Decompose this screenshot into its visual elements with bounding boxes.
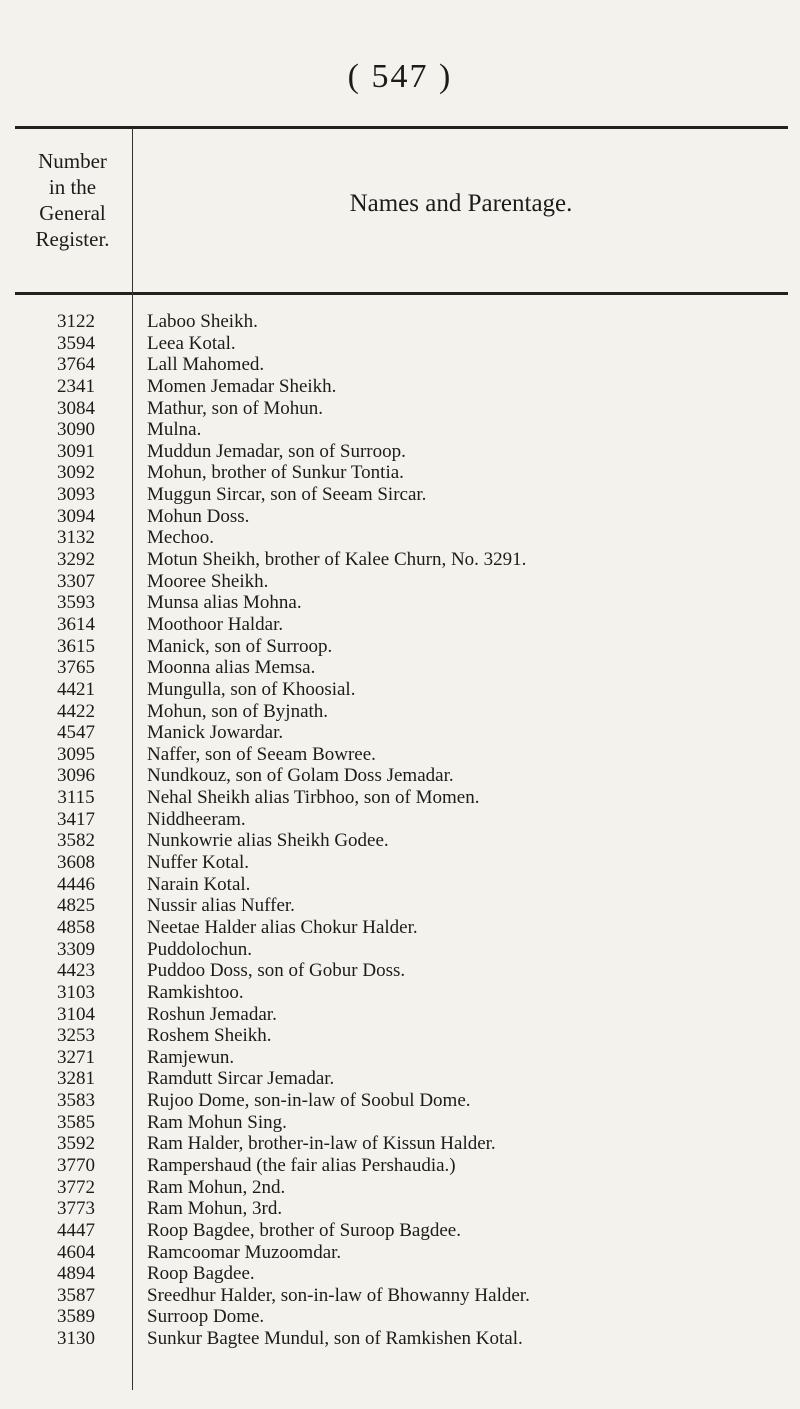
name-and-parentage: Naffer, son of Seeam Bowree. [147,743,376,765]
table-row [0,895,800,917]
register-number: 3090 [57,419,95,441]
register-number: 3764 [57,354,95,376]
table-row [0,1306,800,1328]
table-row [0,1198,800,1220]
name-and-parentage: Niddheeram. [147,808,246,830]
name-and-parentage: Rampershaud (the fair alias Pershaudia.) [147,1154,456,1176]
name-and-parentage: Surroop Dome. [147,1306,265,1328]
name-and-parentage: Rujoo Dome, son-in-law of Soobul Dome. [147,1090,471,1112]
name-and-parentage: Nuffer Kotal. [147,852,250,874]
name-and-parentage: Puddolochun. [147,938,253,960]
table-row [0,960,800,982]
register-number: 4894 [57,1263,95,1285]
register-number: 3582 [57,830,95,852]
register-number: 3084 [57,397,95,419]
table-row [0,1047,800,1069]
table-row [0,506,800,528]
table-row [0,982,800,1004]
table-row [0,1263,800,1285]
register-number: 3292 [57,549,95,571]
name-and-parentage: Nussir alias Nuffer. [147,895,295,917]
register-number: 3770 [57,1154,95,1176]
register-number: 3132 [57,527,95,549]
page-number: ( 547 ) [347,58,453,95]
table-row [0,441,800,463]
name-and-parentage: Laboo Sheikh. [147,311,258,332]
table-row [0,636,800,658]
table-row [0,592,800,614]
register-number: 3122 [57,311,95,332]
table-row [0,1220,800,1242]
name-and-parentage: Sreedhur Halder, son-in-law of Bhowanny Halder. [147,1284,530,1306]
register-number: 3103 [57,981,95,1003]
table-row [0,1285,800,1307]
register-number: 3587 [57,1284,95,1306]
register-number: 3092 [57,462,95,484]
register-number: 4447 [57,1219,95,1241]
table-row [0,462,800,484]
register-number: 3130 [57,1328,95,1350]
table-row [0,419,800,441]
table-row [0,830,800,852]
register-number: 3773 [57,1198,95,1220]
register-number: 4825 [57,895,95,917]
register-number: 3608 [57,852,95,874]
names-column-header: Names and Parentage. [349,190,573,217]
name-and-parentage: Roshem Sheikh. [147,1025,272,1047]
table-row [0,939,800,961]
register-number: 3253 [57,1025,95,1047]
name-and-parentage: Ramjewun. [147,1046,235,1068]
name-and-parentage: Roop Bagdee, brother of Suroop Bagdee. [147,1219,461,1241]
register-number: 3104 [57,1003,95,1025]
name-and-parentage: Narain Kotal. [147,873,251,895]
register-number: 3093 [57,484,95,506]
name-and-parentage: Nunkowrie alias Sheikh Godee. [147,830,389,852]
name-and-parentage: Roshun Jemadar. [147,1003,277,1025]
register-number: 4547 [57,722,95,744]
table-row [0,527,800,549]
name-and-parentage: Neetae Halder alias Chokur Halder. [147,916,418,938]
table-row [0,1242,800,1264]
table-row [0,1328,800,1350]
number-column-header [15,148,130,252]
table-row [0,787,800,809]
name-and-parentage: Ram Mohun Sing. [147,1111,287,1133]
top-rule [15,126,788,129]
name-and-parentage: Sunkur Bagtee Mundul, son of Ramkishen Kotal. [147,1328,523,1350]
name-and-parentage: Mohun, brother of Sunkur Tontia. [147,462,404,484]
table-row [0,1112,800,1134]
name-and-parentage: Leea Kotal. [147,332,236,354]
table-row [0,765,800,787]
name-and-parentage: Mohun Doss. [147,505,250,527]
register-number: 3091 [57,440,95,462]
register-number: 3592 [57,1133,95,1155]
register-number: 4858 [57,916,95,938]
table-row [0,809,800,831]
name-and-parentage: Motun Sheikh, brother of Kalee Churn, No. 3291. [147,549,527,571]
table-row [0,679,800,701]
name-and-parentage: Ramdutt Sircar Jemadar. [147,1068,335,1090]
name-and-parentage: Mohun, son of Byjnath. [147,700,329,722]
register-number: 3615 [57,635,95,657]
table-row [0,722,800,744]
name-and-parentage: Ramkishtoo. [147,981,244,1003]
name-and-parentage: Mulna. [147,419,202,441]
table-row [0,311,800,333]
name-and-parentage: Ramcoomar Muzoomdar. [147,1241,342,1263]
register-number: 3417 [57,808,95,830]
register-number: 3585 [57,1111,95,1133]
table-row [0,354,800,376]
table-row [0,376,800,398]
register-number: 2341 [57,375,95,397]
name-and-parentage: Roop Bagdee. [147,1263,255,1285]
name-and-parentage: Mungulla, son of Khoosial. [147,678,356,700]
table-row [0,852,800,874]
table-row [0,1090,800,1112]
table-row [0,1004,800,1026]
table-row [0,1025,800,1047]
register-number: 3614 [57,613,95,635]
register-number: 3096 [57,765,95,787]
number-header-line: in the [48,175,97,199]
table-row [0,874,800,896]
register-number: 3094 [57,505,95,527]
name-and-parentage: Nehal Sheikh alias Tirbhoo, son of Momen. [147,787,480,809]
name-and-parentage: Lall Mahomed. [147,354,265,376]
register-number: 3095 [57,743,95,765]
register-number: 3281 [57,1068,95,1090]
register-number: 3271 [57,1046,95,1068]
table-row [0,744,800,766]
register-number: 4422 [57,700,95,722]
table-row [0,571,800,593]
name-and-parentage: Ram Halder, brother-in-law of Kissun Halder. [147,1133,496,1155]
register-number: 4446 [57,873,95,895]
name-and-parentage: Puddoo Doss, son of Gobur Doss. [147,960,406,982]
table-row [0,484,800,506]
name-and-parentage: Mooree Sheikh. [147,570,269,592]
name-and-parentage: Manick Jowardar. [147,722,284,744]
table-row [0,614,800,636]
name-and-parentage: Nundkouz, son of Golam Doss Jemadar. [147,765,454,787]
table-row [0,1155,800,1177]
name-and-parentage: Moonna alias Memsa. [147,657,316,679]
table-row [0,1068,800,1090]
register-number: 3772 [57,1176,95,1198]
register-number: 4604 [57,1241,95,1263]
register-number: 4421 [57,678,95,700]
register-number: 3307 [57,570,95,592]
table-row [0,701,800,723]
table-row [0,657,800,679]
table-row [0,549,800,571]
register-number: 3765 [57,657,95,679]
number-header-line: Register. [35,227,110,251]
name-and-parentage: Munsa alias Mohna. [147,592,302,614]
name-and-parentage: Moothoor Haldar. [147,613,284,635]
table-row [0,1177,800,1199]
number-header-line: Number [38,149,107,173]
register-table [0,311,800,1350]
register-number: 4423 [57,960,95,982]
table-row [0,398,800,420]
name-and-parentage: Muddun Jemadar, son of Surroop. [147,440,406,462]
table-row [0,333,800,355]
table-row [0,1133,800,1155]
name-and-parentage: Mechoo. [147,527,215,549]
name-and-parentage: Momen Jemadar Sheikh. [147,375,337,397]
name-and-parentage: Ram Mohun, 2nd. [147,1176,286,1198]
name-and-parentage: Manick, son of Surroop. [147,635,333,657]
register-number: 3594 [57,332,95,354]
register-number: 3115 [57,787,95,809]
register-number: 3583 [57,1090,95,1112]
register-number: 3589 [57,1306,95,1328]
header-rule [15,292,788,295]
register-number: 3593 [57,592,95,614]
table-row [0,917,800,939]
number-header-line: General [39,201,106,225]
name-and-parentage: Mathur, son of Mohun. [147,397,324,419]
register-number: 3309 [57,938,95,960]
name-and-parentage: Muggun Sircar, son of Seeam Sircar. [147,484,427,506]
name-and-parentage: Ram Mohun, 3rd. [147,1198,283,1220]
